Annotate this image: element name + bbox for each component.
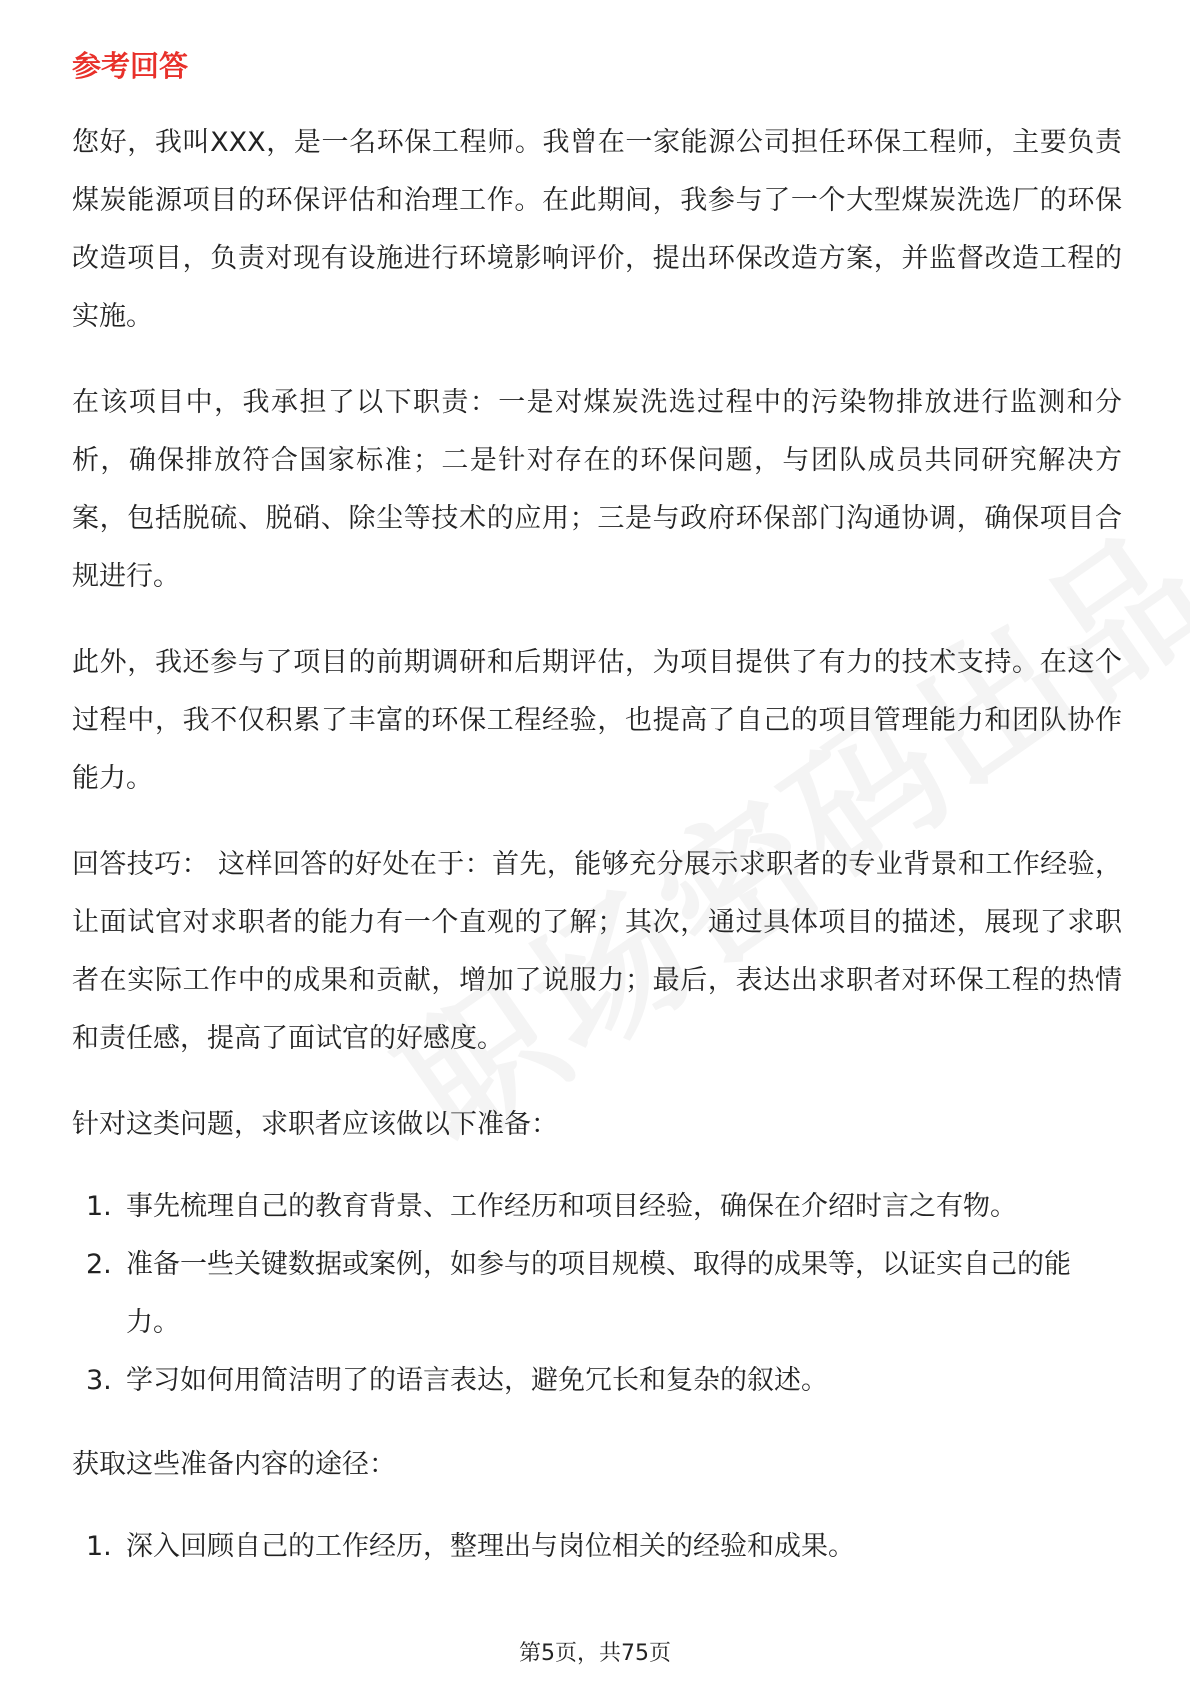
sources-list	[72, 1518, 1122, 1576]
list-number: 2.	[86, 1249, 112, 1280]
section-heading: 参考回答	[72, 49, 189, 83]
list-text: 学习如何用简洁明了的语言表达，避免冗长和复杂的叙述。	[126, 1365, 828, 1396]
list-number: 3.	[86, 1365, 112, 1396]
paragraph-responsibilities: 在该项目中，我承担了以下职责：一是对煤炭洗选过程中的污染物排放进行监测和分析，确保排放符合国家标准；二是针对存在的环保问题，与团队成员共同研究解决方案，包括脱硫、脱硝、除尘等技术的应用；三是与政府环保部门沟通协调，确保项目合规进行。	[72, 387, 1122, 592]
list-item	[72, 1236, 1122, 1352]
list-item	[72, 1178, 1122, 1236]
paragraph-tips: 回答技巧： 这样回答的好处在于：首先，能够充分展示求职者的专业背景和工作经验，让面试官对求职者的能力有一个直观的了解；其次，通过具体项目的描述，展现了求职者在实际工作中的成果和贡献，增加了说服力；最后，表达出求职者对环保工程的热情和责任感，提高了面试官的好感度。	[72, 849, 1122, 1054]
list-text: 事先梳理自己的教育背景、工作经历和项目经验，确保在介绍时言之有物。	[126, 1191, 1017, 1222]
list-item	[72, 1352, 1122, 1410]
list-text: 准备一些关键数据或案例，如参与的项目规模、取得的成果等，以证实自己的能力。	[126, 1249, 1071, 1338]
sources-intro: 获取这些准备内容的途径：	[72, 1449, 396, 1480]
list-number: 1.	[86, 1191, 112, 1222]
page-footer: 第5页，共75页	[519, 1641, 671, 1666]
list-item	[72, 1518, 1122, 1576]
paragraph-intro: 您好，我叫XXX，是一名环保工程师。我曾在一家能源公司担任环保工程师，主要负责煤炭能源项目的环保评估和治理工作。在此期间，我参与了一个大型煤炭洗选厂的环保改造项目，负责对现有设施进行环境影响评价，提出环保改造方案，并监督改造工程的实施。	[72, 127, 1122, 332]
prep-list	[72, 1178, 1122, 1410]
prep-intro: 针对这类问题，求职者应该做以下准备：	[72, 1109, 558, 1140]
paragraph-additional: 此外，我还参与了项目的前期调研和后期评估，为项目提供了有力的技术支持。在这个过程中，我不仅积累了丰富的环保工程经验，也提高了自己的项目管理能力和团队协作能力。	[72, 647, 1122, 794]
document-page	[72, 46, 1122, 1602]
list-number: 1.	[86, 1531, 112, 1562]
list-text: 深入回顾自己的工作经历，整理出与岗位相关的经验和成果。	[126, 1531, 855, 1562]
